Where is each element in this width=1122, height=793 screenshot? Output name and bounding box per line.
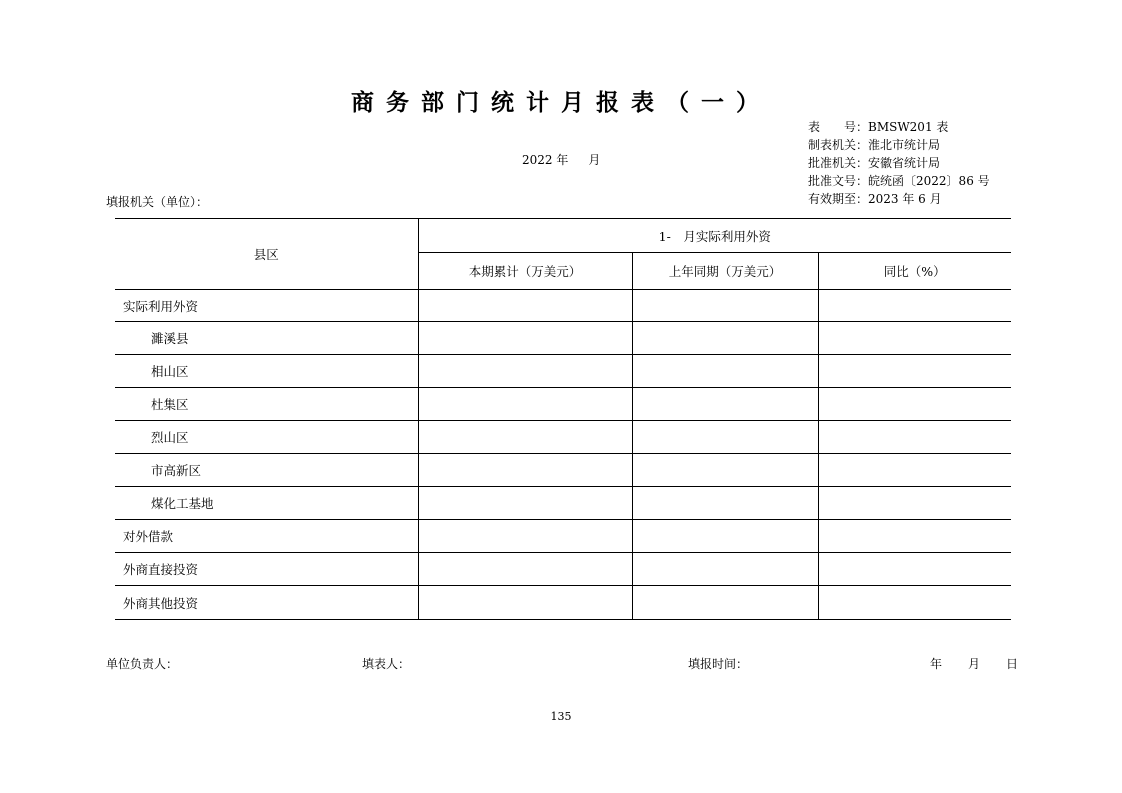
issuer-value: 淮北市统计局 bbox=[868, 138, 941, 152]
cell-current[interactable] bbox=[418, 388, 632, 421]
cell-yoy[interactable] bbox=[818, 487, 1011, 520]
cell-last-year[interactable] bbox=[632, 520, 818, 553]
cell-last-year[interactable] bbox=[632, 290, 818, 322]
table-row bbox=[115, 388, 1011, 421]
cell-yoy[interactable] bbox=[818, 388, 1011, 421]
issuer-label: 制表机关： bbox=[808, 138, 869, 152]
row-label: 对外借款 bbox=[115, 520, 418, 553]
row-label: 市高新区 bbox=[115, 454, 418, 487]
approver-value: 安徽省统计局 bbox=[868, 156, 941, 170]
region-header: 县区 bbox=[115, 219, 418, 290]
approver-row bbox=[808, 154, 990, 172]
table-row bbox=[115, 487, 1011, 520]
cell-current[interactable] bbox=[418, 586, 632, 620]
table-row bbox=[115, 520, 1011, 553]
approval-doc-row bbox=[808, 172, 990, 190]
cell-yoy[interactable] bbox=[818, 586, 1011, 620]
row-label: 杜集区 bbox=[115, 388, 418, 421]
cell-last-year[interactable] bbox=[632, 553, 818, 586]
group-header: 1- 月实际利用外资 bbox=[418, 219, 1011, 253]
footer-date-year: 年 bbox=[930, 657, 943, 671]
row-label: 濉溪县 bbox=[115, 322, 418, 355]
valid-until-label: 有效期至： bbox=[808, 192, 869, 206]
cell-yoy[interactable] bbox=[818, 553, 1011, 586]
valid-until-value: 2023 年 6 月 bbox=[868, 192, 942, 206]
footer-date-day: 日 bbox=[1006, 657, 1019, 671]
report-period bbox=[522, 151, 600, 168]
report-title: 商务部门统计月报表（一） bbox=[351, 90, 771, 116]
cell-yoy[interactable] bbox=[818, 355, 1011, 388]
row-label: 外商其他投资 bbox=[115, 586, 418, 620]
cell-last-year[interactable] bbox=[632, 586, 818, 620]
table-row bbox=[115, 553, 1011, 586]
approval-doc-value: 皖统函〔2022〕86 号 bbox=[868, 174, 990, 188]
footer-date-month: 月 bbox=[968, 657, 981, 671]
issuer-row bbox=[808, 136, 990, 154]
cell-yoy[interactable] bbox=[818, 454, 1011, 487]
row-label: 相山区 bbox=[115, 355, 418, 388]
cell-last-year[interactable] bbox=[632, 487, 818, 520]
cell-yoy[interactable] bbox=[818, 290, 1011, 322]
valid-until-row bbox=[808, 190, 990, 208]
footer-unit-head: 单位负责人： bbox=[106, 657, 179, 671]
table-row bbox=[115, 290, 1011, 322]
row-label: 实际利用外资 bbox=[115, 290, 418, 322]
cell-current[interactable] bbox=[418, 355, 632, 388]
cell-current[interactable] bbox=[418, 520, 632, 553]
filler-unit-label: 填报机关（单位）： bbox=[106, 195, 209, 209]
cell-yoy[interactable] bbox=[818, 421, 1011, 454]
column-header-yoy: 同比（%） bbox=[818, 253, 1011, 290]
table-row bbox=[115, 322, 1011, 355]
cell-last-year[interactable] bbox=[632, 454, 818, 487]
cell-current[interactable] bbox=[418, 553, 632, 586]
table-row bbox=[115, 421, 1011, 454]
table-row bbox=[115, 355, 1011, 388]
form-number-row bbox=[808, 118, 990, 136]
table-row bbox=[115, 586, 1011, 620]
column-header-current: 本期累计（万美元） bbox=[418, 253, 632, 290]
cell-current[interactable] bbox=[418, 487, 632, 520]
cell-current[interactable] bbox=[418, 290, 632, 322]
footer-filler: 填表人： bbox=[362, 657, 411, 671]
footer-date bbox=[930, 655, 1018, 672]
cell-current[interactable] bbox=[418, 322, 632, 355]
cell-yoy[interactable] bbox=[818, 520, 1011, 553]
approval-doc-label: 批准文号： bbox=[808, 174, 869, 188]
cell-last-year[interactable] bbox=[632, 322, 818, 355]
table-row bbox=[115, 454, 1011, 487]
form-number-label: 表 号： bbox=[808, 120, 869, 134]
cell-last-year[interactable] bbox=[632, 421, 818, 454]
report-table bbox=[115, 218, 1011, 620]
cell-yoy[interactable] bbox=[818, 322, 1011, 355]
period-month: 月 bbox=[588, 153, 601, 167]
row-label: 煤化工基地 bbox=[115, 487, 418, 520]
table-body bbox=[115, 290, 1011, 620]
cell-current[interactable] bbox=[418, 454, 632, 487]
footer-fill-time: 填报时间： bbox=[688, 657, 749, 671]
cell-last-year[interactable] bbox=[632, 355, 818, 388]
approver-label: 批准机关： bbox=[808, 156, 869, 170]
page-number: 135 bbox=[550, 710, 572, 723]
cell-current[interactable] bbox=[418, 421, 632, 454]
cell-last-year[interactable] bbox=[632, 388, 818, 421]
column-header-last-year: 上年同期（万美元） bbox=[632, 253, 818, 290]
form-number-value: BMSW201 表 bbox=[868, 120, 949, 134]
period-year: 2022 年 bbox=[522, 153, 569, 167]
row-label: 外商直接投资 bbox=[115, 553, 418, 586]
row-label: 烈山区 bbox=[115, 421, 418, 454]
report-meta-block bbox=[808, 118, 990, 208]
